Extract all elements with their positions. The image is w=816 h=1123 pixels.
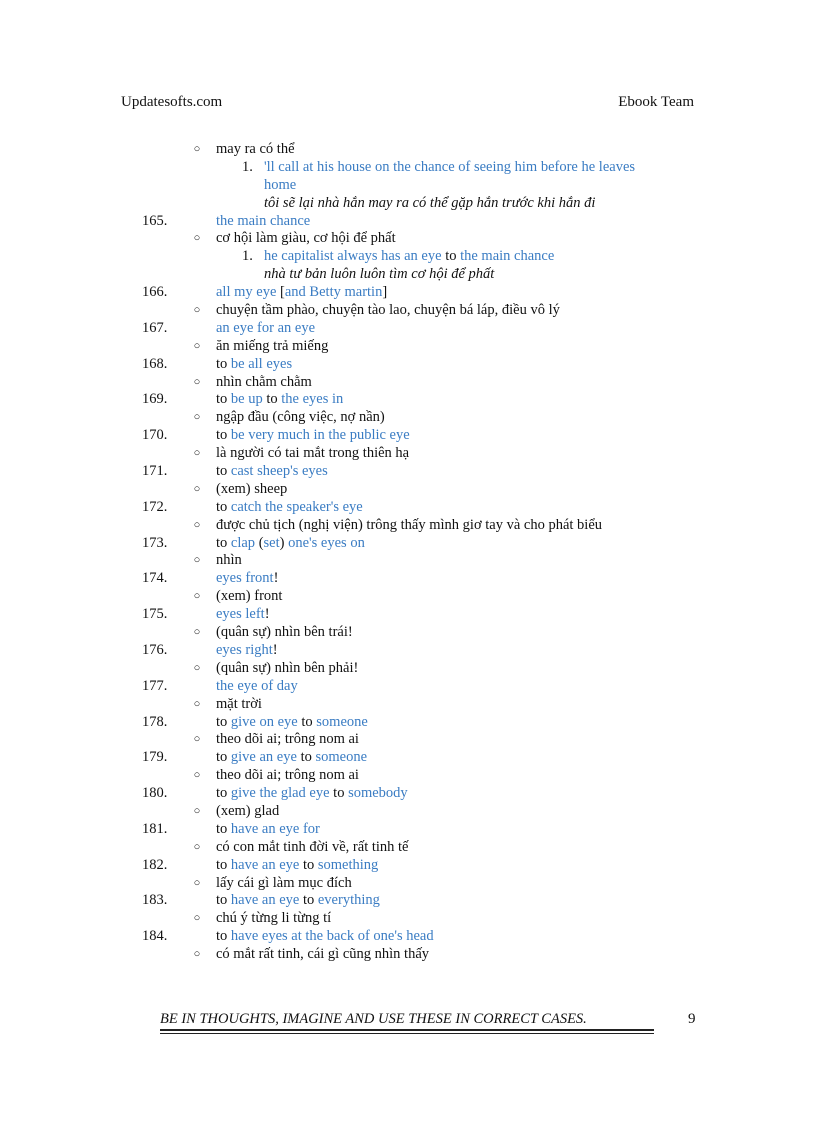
phrase-link: have an eye for xyxy=(230,820,320,837)
entry-row xyxy=(0,499,816,517)
phrase-link: be very much in the public eye xyxy=(230,427,410,444)
phrase-plain: to xyxy=(297,713,317,730)
phrase-plain: to xyxy=(216,427,231,444)
definition-row xyxy=(0,624,816,642)
bullet-icon: ○ xyxy=(193,733,201,746)
definition-text: ngập đầu (công việc, nợ nần) xyxy=(216,409,385,426)
phrase-plain: to xyxy=(329,785,349,802)
definition-row xyxy=(0,141,816,159)
footer-slogan: BE IN THOUGHTS, IMAGINE AND USE THESE IN CORRECT CASES. xyxy=(160,1011,587,1027)
definition-row xyxy=(0,803,816,821)
entry-row xyxy=(0,284,816,302)
definition-text: có con mắt tinh đời về, rất tinh tế xyxy=(216,838,409,855)
phrase-plain: to xyxy=(216,785,231,802)
bullet-icon: ○ xyxy=(193,143,201,155)
entry-row xyxy=(0,320,816,338)
example-link: the main chance xyxy=(460,248,555,265)
definition-row xyxy=(0,409,816,427)
bullet-icon: ○ xyxy=(193,304,201,317)
phrase-plain: to xyxy=(216,713,231,730)
entry-row xyxy=(0,785,816,803)
bullet-icon: ○ xyxy=(193,375,201,388)
entry-number: 176. xyxy=(142,641,168,658)
definition-row xyxy=(0,839,816,857)
definition-text: (quân sự) nhìn bên trái! xyxy=(216,624,353,641)
entry-number: 179. xyxy=(142,749,168,766)
phrase-link: and Betty martin xyxy=(284,284,383,301)
bullet-icon: ○ xyxy=(193,661,201,674)
definition-text: nhìn xyxy=(216,552,242,569)
example-number: 1. xyxy=(242,158,253,175)
phrase-plain: to xyxy=(216,463,231,480)
phrase-plain: ! xyxy=(272,641,278,658)
example-number: 1. xyxy=(242,248,253,265)
entry-number: 177. xyxy=(142,677,168,694)
definition-row xyxy=(0,517,816,535)
phrase-plain: to xyxy=(299,892,318,909)
definition-row xyxy=(0,731,816,749)
example-sentence xyxy=(264,159,635,177)
phrase-link: clap xyxy=(230,534,256,551)
entry-phrase xyxy=(216,356,292,374)
entry-number: 168. xyxy=(142,355,168,372)
phrase-plain: ! xyxy=(273,570,279,587)
definition-text: theo dõi ai; trông nom ai xyxy=(216,731,359,748)
example-row xyxy=(0,248,816,266)
entry-phrase xyxy=(216,427,410,445)
phrase-plain: ! xyxy=(264,606,270,623)
entry-row xyxy=(0,213,816,231)
definition-text: là người có tai mắt trong thiên hạ xyxy=(216,445,410,462)
phrase-link: give an eye xyxy=(230,749,297,766)
definition-text: (xem) front xyxy=(216,588,283,605)
entry-row xyxy=(0,606,816,624)
example-continuation-row xyxy=(0,177,816,195)
phrase-link: the eye of day xyxy=(216,677,298,694)
entry-number: 172. xyxy=(142,498,168,515)
bullet-icon: ○ xyxy=(193,912,201,925)
entry-row xyxy=(0,570,816,588)
footer-rule-thick xyxy=(160,1029,654,1031)
dictionary-entry-list xyxy=(0,141,816,964)
entry-phrase xyxy=(216,857,378,875)
definition-text: ăn miếng trả miếng xyxy=(216,337,329,354)
entry-phrase xyxy=(216,714,368,732)
definition-text: may ra có thể xyxy=(216,141,295,157)
phrase-link: something xyxy=(317,856,379,873)
definition-row xyxy=(0,660,816,678)
entry-row xyxy=(0,642,816,660)
entry-row xyxy=(0,714,816,732)
definition-text: chú ý từng li từng tí xyxy=(216,910,332,927)
definition-text: chuyện tầm phào, chuyện tào lao, chuyện bá láp, điều vô lý xyxy=(216,302,560,319)
translation-text: nhà tư bản luôn luôn tìm cơ hội để phất xyxy=(264,266,495,283)
bullet-icon: ○ xyxy=(193,339,201,352)
phrase-link: all my eye xyxy=(216,284,277,301)
example-link: he capitalist always has an eye xyxy=(264,248,442,265)
header-team-name: Ebook Team xyxy=(618,94,694,110)
bullet-icon: ○ xyxy=(193,769,201,782)
entry-number: 173. xyxy=(142,534,168,551)
bullet-icon: ○ xyxy=(193,554,201,567)
header-site-name: Updatesofts.com xyxy=(121,94,223,110)
definition-row xyxy=(0,230,816,248)
definition-text: nhìn chằm chằm xyxy=(216,373,312,390)
entry-number: 169. xyxy=(142,391,168,408)
entry-row xyxy=(0,678,816,696)
phrase-plain: to xyxy=(216,498,231,515)
definition-text: cơ hội làm giàu, cơ hội để phất xyxy=(216,230,396,247)
example-plain: to xyxy=(441,248,461,265)
bullet-icon: ○ xyxy=(193,447,201,460)
phrase-plain: to xyxy=(216,749,231,766)
phrase-link: have an eye xyxy=(230,892,300,909)
entry-number: 166. xyxy=(142,284,168,301)
entry-phrase xyxy=(216,213,310,231)
phrase-plain: ) xyxy=(279,534,289,551)
entry-phrase xyxy=(216,821,320,839)
definition-row xyxy=(0,588,816,606)
example-sentence xyxy=(264,248,554,266)
entry-row xyxy=(0,892,816,910)
phrase-link: set xyxy=(263,534,280,551)
bullet-icon: ○ xyxy=(193,948,201,961)
phrase-plain: [ xyxy=(276,284,285,301)
phrase-link: be up xyxy=(230,391,263,408)
bullet-icon: ○ xyxy=(193,518,201,531)
definition-text: mặt trời xyxy=(216,695,262,712)
definition-row xyxy=(0,552,816,570)
definition-row xyxy=(0,481,816,499)
phrase-plain: ] xyxy=(382,284,388,301)
entry-phrase xyxy=(216,499,363,517)
phrase-link: someone xyxy=(316,713,368,730)
definition-row xyxy=(0,445,816,463)
definition-text: (xem) sheep xyxy=(216,480,288,497)
phrase-plain: to xyxy=(216,355,231,372)
phrase-plain: to xyxy=(296,749,316,766)
phrase-link: cast sheep's eyes xyxy=(230,463,328,480)
definition-row xyxy=(0,946,816,964)
phrase-link: the eyes in xyxy=(281,391,344,408)
phrase-link: catch the speaker's eye xyxy=(230,498,363,515)
entry-number: 171. xyxy=(142,463,168,480)
definition-text: (xem) glad xyxy=(216,802,280,819)
example-row xyxy=(0,159,816,177)
entry-number: 170. xyxy=(142,427,168,444)
phrase-link: give the glad eye xyxy=(230,785,330,802)
entry-number: 175. xyxy=(142,606,168,623)
phrase-link: have eyes at the back of one's head xyxy=(230,928,434,945)
entry-row xyxy=(0,391,816,409)
phrase-link: eyes front xyxy=(216,570,274,587)
bullet-icon: ○ xyxy=(193,232,201,245)
definition-row xyxy=(0,875,816,893)
entry-phrase xyxy=(216,320,315,338)
phrase-plain: to xyxy=(216,534,231,551)
phrase-link: eyes right xyxy=(216,641,273,658)
definition-text: theo dõi ai; trông nom ai xyxy=(216,767,359,784)
phrase-plain: to xyxy=(216,892,231,909)
entry-row xyxy=(0,821,816,839)
definition-row xyxy=(0,374,816,392)
phrase-link: have an eye xyxy=(230,856,300,873)
entry-number: 180. xyxy=(142,785,168,802)
entry-phrase xyxy=(216,678,298,696)
entry-row xyxy=(0,463,816,481)
phrase-link: someone xyxy=(315,749,368,766)
entry-row xyxy=(0,749,816,767)
definition-row xyxy=(0,910,816,928)
definition-text: có mắt rất tinh, cái gì cũng nhìn thấy xyxy=(216,946,430,963)
entry-phrase xyxy=(216,463,328,481)
phrase-link: eyes left xyxy=(216,606,265,623)
phrase-plain: to xyxy=(216,391,231,408)
phrase-plain: to xyxy=(216,820,231,837)
example-link: home xyxy=(264,176,297,193)
bullet-icon: ○ xyxy=(193,590,201,603)
definition-row xyxy=(0,302,816,320)
definition-row xyxy=(0,338,816,356)
phrase-plain: ( xyxy=(255,534,264,551)
entry-row xyxy=(0,427,816,445)
phrase-plain: to xyxy=(299,856,318,873)
bullet-icon: ○ xyxy=(193,804,201,817)
phrase-link: one's eyes on xyxy=(288,534,365,551)
entry-number: 181. xyxy=(142,820,168,837)
entry-number: 183. xyxy=(142,892,168,909)
entry-number: 182. xyxy=(142,856,168,873)
entry-number: 174. xyxy=(142,570,168,587)
entry-phrase xyxy=(216,928,434,946)
entry-phrase xyxy=(216,570,278,588)
phrase-link: be all eyes xyxy=(230,355,293,372)
entry-number: 167. xyxy=(142,319,168,336)
phrase-link: an eye for an eye xyxy=(216,319,316,336)
entry-phrase xyxy=(216,535,365,553)
entry-phrase xyxy=(216,642,278,660)
entry-phrase xyxy=(216,391,343,409)
footer-rule-thin xyxy=(160,1033,654,1034)
entry-phrase xyxy=(216,785,408,803)
entry-phrase xyxy=(216,892,380,910)
translation-text: tôi sẽ lại nhà hắn may ra có thể gặp hắn trước khi hắn đi xyxy=(264,194,596,211)
bullet-icon: ○ xyxy=(193,697,201,710)
phrase-link: the main chance xyxy=(216,212,311,229)
definition-text: được chủ tịch (nghị viện) trông thấy mình giơ tay và cho phát biểu xyxy=(216,516,603,533)
translation-row xyxy=(0,266,816,284)
definition-text: (quân sự) nhìn bên phải! xyxy=(216,659,359,676)
entry-row xyxy=(0,857,816,875)
example-link: 'll call at his house on the chance of seeing him before he leaves xyxy=(264,158,636,175)
definition-text: lấy cái gì làm mục đích xyxy=(216,874,352,891)
phrase-link: somebody xyxy=(348,785,408,802)
bullet-icon: ○ xyxy=(193,482,201,495)
phrase-link: everything xyxy=(317,892,380,909)
entry-phrase xyxy=(216,749,367,767)
phrase-plain: to xyxy=(216,928,231,945)
phrase-link: give on eye xyxy=(230,713,298,730)
entry-row xyxy=(0,356,816,374)
bullet-icon: ○ xyxy=(193,411,201,424)
definition-row xyxy=(0,696,816,714)
entry-phrase xyxy=(216,606,270,624)
entry-number: 178. xyxy=(142,713,168,730)
entry-number: 165. xyxy=(142,212,168,229)
entry-number: 184. xyxy=(142,928,168,945)
phrase-plain: to xyxy=(216,856,231,873)
phrase-plain: to xyxy=(262,391,282,408)
bullet-icon: ○ xyxy=(193,840,201,853)
translation-row xyxy=(0,195,816,213)
page-number: 9 xyxy=(688,1011,696,1027)
entry-phrase xyxy=(216,284,387,302)
definition-row xyxy=(0,767,816,785)
bullet-icon: ○ xyxy=(193,876,201,889)
bullet-icon: ○ xyxy=(193,626,201,639)
entry-row xyxy=(0,928,816,946)
entry-row xyxy=(0,535,816,553)
